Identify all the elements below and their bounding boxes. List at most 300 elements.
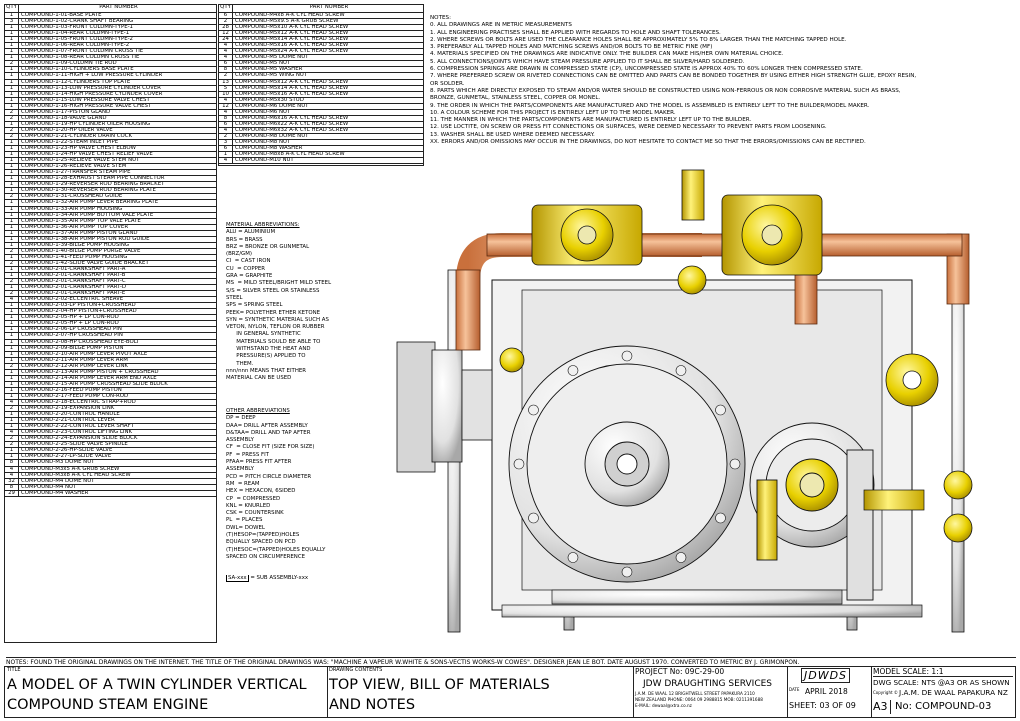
note-line: BRONZE, GUNMETAL, STAINLESS STEEL, COPPER OR MONEL. [430, 95, 601, 102]
company-name: JDW DRAUGHTING SERVICES [643, 679, 773, 689]
bom-part-number: COMPOUND-1-09-COLUMN TIE ROD [21, 61, 117, 67]
bom-qty: 6 [219, 13, 233, 18]
material-abbreviation-line: ALU = ALUMINIUM [226, 229, 276, 236]
note-line: NOTES: [430, 15, 451, 21]
qty-header: QTY [219, 5, 233, 12]
bom-part-number: COMPOUND-2-01-CRANKSHAFT PART-B [21, 273, 126, 279]
bom-part-number: COMPOUND-2-11-AIR PUMP LEVER ARM [21, 357, 128, 363]
bom-part-number: COMPOUND-1-07-FRONT COLUMN CROSS TIE [21, 49, 144, 55]
bom-part-number: COMPOUND-1-32-AIR PUMP LEVER BEARING PLATE [21, 200, 159, 206]
bom-qty: 1 [5, 376, 19, 381]
bom-qty: 2 [5, 442, 19, 447]
bom-qty: 2 [5, 249, 19, 254]
cover-bolt [568, 366, 578, 376]
note-line: 7. WHERE PREFERRED SCREW OR RIVETED CONNECTIONS CAN BE OMITTED AND PARTS CAN BE BONDED TOGETHER BY USING EITHER HIGH STRENGTH GLUE, EPOXY RESIN, [430, 73, 917, 80]
flywheel [397, 342, 492, 472]
bom-qty: 4 [5, 400, 19, 405]
note-line: 8. PARTS WHICH ARE DIRECTLY EXPOSED TO STEAM AND/OR WATER SHOULD BE CONSTRUCTED USING NON-FERROUS OR NON CORROSIVE MATERIAL SUCH AS BRASS, [430, 87, 901, 94]
other-abbreviation-line: DWL= DOWEL [226, 524, 265, 531]
other-abbreviation-line: CP = COMPRESSED [226, 495, 281, 502]
copyright-label: Copyright © [873, 690, 898, 695]
note-line: 6. COMPRESSION SPRINGS ARE DRAWN IN COMPRESSED STATE (CP), UNCOMPRESSED STATE IS APPROX 40% TO 60% LONGER THEN COMPRESSED STATE. [430, 66, 863, 73]
bom-part-number: COMPOUND-2-01-CRANKSHAFT PART-A [21, 266, 126, 272]
bom-part-number: COMPOUND-1-38-AIR PUMP PISTON ROD GUIDE [21, 236, 150, 242]
material-abbreviation-line: SPS = SPRING STEEL [226, 302, 283, 309]
bom-qty: 29 [5, 491, 19, 496]
bom-part-number: COMPOUND-M5x24 A-K CYL HEAD SCREW [235, 49, 349, 55]
material-abbreviation-line: PEEK= POLYETHER ETHER KETONE [226, 309, 321, 316]
bom-row [5, 491, 216, 497]
sheet-number: SHEET: 03 OF 09 [789, 701, 856, 710]
material-abbreviation-line: BRZ = BRONZE OR GUNMETAL [226, 243, 310, 250]
bom-qty: 1 [5, 448, 19, 453]
bom-qty: 1 [5, 327, 19, 332]
bom-part-number: COMPOUND-2-20-CONTROL HANDLE [21, 412, 120, 418]
project-number: PROJECT No: 09C-29-00 [635, 667, 725, 676]
model-scale: MODEL SCALE: 1:1 [873, 667, 1013, 677]
bom-qty: 12 [219, 31, 233, 36]
other-abbreviation-line: CSK = COUNTERSINK [226, 510, 284, 517]
other-abbreviation-line: DAA= DRILL AFTER ASSEMBLY [226, 422, 308, 429]
bom-qty: 1 [5, 273, 19, 278]
bom-qty: 1 [5, 309, 19, 314]
bom-part-number: COMPOUND-M6x16 A-K CYL HEAD SCREW [235, 115, 349, 121]
material-abbreviation-line: MATERIAL CAN BE USED [226, 375, 292, 382]
other-abbreviation-line: CF = CLOSE FIT (SIZE FOR SIZE) [226, 444, 315, 451]
jdwds-logo: JDWDS [801, 668, 850, 683]
bom-qty: 1 [5, 86, 19, 91]
bom-part-number: COMPOUND-1-15-LOW PRESSURE VALVE CHEST [21, 97, 150, 103]
bom-qty: 1 [5, 140, 19, 145]
material-abbreviation-line: VETON, NYLON, TEFLON OR RUBBER [226, 324, 325, 331]
bom-qty: 2 [5, 110, 19, 115]
engine-top-view-drawing [392, 150, 1014, 648]
company-address-1: J.A.M. DE WAAL 12 BRIGHTWELL STREET PAPAKURA 2110 [635, 691, 755, 696]
bom-part-number: COMPOUND-1-40-BILGE PUMP PURGE VALVE [21, 248, 141, 254]
bom-part-number: COMPOUND-1-14-HIGH PRESSURE CYLINDER COVER [21, 91, 163, 97]
bom-qty: 8 [5, 460, 19, 465]
bom-part-number: COMPOUND-2-18-ECCENTRIC STRAP+ROD [21, 400, 136, 405]
bom-header-row [5, 5, 216, 13]
bom-qty: 1 [5, 255, 19, 260]
other-abbreviation-line: ASSEMBLY [226, 437, 254, 444]
bom-qty: 1 [5, 219, 19, 224]
company-email: E-MAIL: dewaal@xtra.co.nz [635, 703, 692, 708]
bom-qty: 1 [5, 340, 19, 345]
contents-line-2: AND NOTES [329, 697, 416, 713]
bom-qty: 4 [219, 158, 233, 163]
bottom-note: NOTES: FOUND THE ORIGINAL DRAWINGS ON THE INTERNET. THE TITLE OF THE ORIGINAL DRAWINGS WAS: "MACHINE A VAPEUR W.WHITE & SONS-VECTIS WORKS-W COWES". DESIGNER JEAN LE BOT. DATE AUGUST 1970. CONVERTED TO METRIC BY J. GRIMONPON. [6, 657, 1016, 666]
cover-bolt [568, 553, 578, 563]
bom-qty: 1 [5, 321, 19, 326]
part-number-header: PART NUMBER [99, 5, 138, 10]
other-abbreviation-line: PL = PLACES [226, 517, 263, 524]
other-abbreviation-line: SPACED ON CIRCUMFERENCE [226, 553, 305, 560]
bom-part-number: COMPOUND-M5x12 A-K CYL HEAD SCREW [235, 79, 349, 85]
bom-part-number: COMPOUND-M5 DOME NUT [235, 55, 309, 61]
bom-part-number: COMPOUND-2-01-CRANKSHAFT PART-E [21, 291, 126, 297]
cover-bolt [716, 513, 726, 523]
bom-part-number: COMPOUND-M8 NUT [235, 139, 291, 145]
bom-part-number: COMPOUND-M5 WING NUT [235, 73, 308, 79]
bom-part-number: COMPOUND-M5x10 A-K CYL HEAD SCREW [235, 25, 349, 31]
bom-part-number: COMPOUND-2-22-CONTROL LEVER SHAFT [21, 424, 134, 430]
sub-assembly-text: = SUB ASSEMBLY-xxx [250, 575, 309, 581]
bom-header-row [219, 5, 423, 13]
bom-qty: 1 [5, 412, 19, 417]
other-abbreviations [226, 408, 396, 561]
title-label: TITLE [7, 667, 21, 673]
bom-part-number: COMPOUND-2-15-AIR PUMP CROSSHEAD SLIDE BLOCK [21, 381, 168, 387]
bom-qty: 8 [219, 67, 233, 72]
bom-qty: 32 [5, 479, 19, 484]
cover-bolt [514, 459, 524, 469]
bom-qty: 2 [5, 134, 19, 139]
material-abbreviation-line: MATERIALS SOULD BE ABLE TO [226, 338, 321, 345]
bom-part-number: COMPOUND-2-01-CRANKSHAFT PART-D [21, 285, 126, 291]
title-line-1: A MODEL OF A TWIN CYLINDER VERTICAL [7, 677, 307, 693]
other-abbreviation-line: D&TAA= DRILL AND TAP AFTER [226, 429, 311, 436]
bom-qty: 1 [5, 237, 19, 242]
cover-bolt [529, 513, 539, 523]
bom-qty: 3 [219, 140, 233, 145]
material-abbreviations [226, 222, 396, 383]
other-abbreviation-line: HEX = HEXACON, 6SIDED [226, 488, 296, 495]
bom-qty: 4 [219, 49, 233, 54]
bom-qty: 1 [5, 207, 19, 212]
bom-qty: 2 [5, 436, 19, 441]
bom-qty: 12 [219, 104, 233, 109]
bom-qty: 1 [5, 98, 19, 103]
bom-qty: 24 [219, 37, 233, 42]
other-abbreviation-line: (T)HESOC=(TAPPED)HOLES EQUALLY [226, 546, 326, 553]
date-section [787, 667, 872, 717]
bom-qty: 1 [5, 352, 19, 357]
bom-part-number: COMPOUND-1-33-AIR PUMP HOUSING [21, 206, 123, 212]
bom-qty: 4 [5, 297, 19, 302]
bom-qty: 2 [5, 61, 19, 66]
title-section [5, 667, 328, 717]
bom-qty: 1 [5, 49, 19, 54]
note-line: 13. WASHER SHALL BE USED WHERE DEEMED NECESSARY. [430, 131, 595, 138]
bom-qty: 1 [5, 243, 19, 248]
bom-part-number: COMPOUND-1-11-HIGH + LOW PRESSURE CYLINDER [21, 73, 163, 79]
bom-part-number: COMPOUND-M5x16 A-K CYL HEAD SCREW [235, 43, 349, 49]
note-line: 5. ALL CONNECTIONS/JOINTS WHICH HAVE STEAM PRESSURE APPLIED TO IT SHALL BE SILVER/HARD SOLDERED. [430, 58, 745, 65]
bom-part-number: COMPOUND-1-30-REVERSER ROD BEARING PLATE [21, 188, 156, 194]
bom-qty: 1 [5, 13, 19, 18]
bom-part-number: COMPOUND-1-26-RELIEVE VALVE STEM [21, 164, 127, 170]
bom-qty: 1 [5, 346, 19, 351]
bom-part-number: COMPOUND-1-06-REAR COLUMN-TYPE-2 [21, 43, 130, 49]
bom-qty: 5 [219, 86, 233, 91]
bom-part-number: COMPOUND-2-24-EXPANSION SLIDE BLOCK [21, 436, 138, 442]
bom-qty: 1 [5, 37, 19, 42]
bom-part-number: COMPOUND-1-23-HP VALVE CHEST ELBOW [21, 146, 136, 152]
bom-part-number: COMPOUND-2-10-AIR PUMP LEVER PIVOT AXLE [21, 351, 148, 357]
material-abbreviation-line: MS = MILD STEEL/BRIGHT MILD STEEL [226, 280, 332, 287]
bom-part-number: COMPOUND-1-28-EXHAUST STEAM PIPE CONNECTOR [21, 176, 165, 182]
bom-qty: 4 [219, 110, 233, 115]
bom-qty: 1 [5, 92, 19, 97]
bom-part-number: COMPOUND-2-14-AIR PUMP LEVER ARM END AXLE [21, 375, 157, 381]
bom-part-number: COMPOUND-1-18-VALVE GLAND [21, 115, 107, 121]
bom-qty: 2 [5, 194, 19, 199]
bom-qty: 4 [5, 467, 19, 472]
date-label: DATE [789, 687, 800, 692]
bom-part-number: COMPOUND-1-17-PISTON GLAND [21, 109, 111, 115]
company-section [633, 667, 788, 717]
bom-part-number: COMPOUND-M5x14 A-K CYL HEAD SCREW [235, 85, 349, 91]
bom-part-number: COMPOUND-M4 DOME NUT [21, 478, 95, 484]
cover-bolt [529, 405, 539, 415]
bom-part-number: COMPOUND-1-35-AIR PUMP TOP VALE PLATE [21, 218, 141, 224]
bom-qty: 10 [219, 92, 233, 97]
bom-part-number: COMPOUND-1-12-CYLINDERS TOP PLATE [21, 79, 131, 85]
bom-part-number: COMPOUND-1-39-BILGE PUMP HOUSING [21, 242, 130, 248]
note-line: 11. THE MANNER IN WHICH THE PARTS/COMPONENTS ARE MANUFACTURED IS ENTIRELY LEFT UP TO THE BUILDER. [430, 117, 752, 124]
bom-part-number: COMPOUND-M6 DOME NUT [235, 103, 309, 109]
bom-part-number: COMPOUND-1-31-CROSSHEAD GUIDE [21, 194, 123, 200]
bom-qty: 1 [5, 315, 19, 320]
bom-part-number: COMPOUND-1-42-SLIDE VALVE GUIDE BRACKET [21, 260, 149, 266]
bom-part-number: COMPOUND-2-08-HP CROSSHEAD EYE-BOLT [21, 339, 140, 345]
bom-qty: 2 [5, 116, 19, 121]
material-abbreviation-line: BRS = BRASS [226, 236, 263, 243]
bom-part-number: COMPOUND-M5 NUT [235, 61, 291, 67]
bom-qty: 1 [5, 285, 19, 290]
bom-part-number: COMPOUND-2-25-SLIDE VALVE SPINDLE [21, 442, 128, 448]
other-abbreviation-line: PFAA= PRESS FIT AFTER [226, 459, 292, 466]
bom-part-number: COMPOUND-1-21-CYLINDER DRAIN COCK [21, 133, 133, 139]
bom-qty: 1 [5, 182, 19, 187]
other-abbreviation-line: PF = PRESS FIT [226, 451, 269, 458]
bom-part-number: COMPOUND-2-01-CRANKSHAFT PART-C [21, 279, 126, 285]
bom-part-number: COMPOUND-2-04-HP PISTON+CROSSHEAD [21, 309, 137, 315]
bom-part-number: COMPOUND-M5x12 A-K CYL HEAD SCREW [235, 31, 349, 37]
cover-bolt [716, 405, 726, 415]
bom-qty: 4 [219, 128, 233, 133]
bom-qty: 1 [5, 170, 19, 175]
bom-part-number: COMPOUND-1-34-AIR PUMP BOTTOM VALE PLATE [21, 212, 154, 218]
bom-table-left [4, 4, 217, 643]
general-notes [430, 15, 1015, 146]
bom-qty: 2 [5, 406, 19, 411]
bom-qty: 1 [5, 188, 19, 193]
bom-qty: 1 [5, 382, 19, 387]
bom-part-number: COMPOUND-1-16-HIGH PRESSURE VALVE CHEST [21, 103, 152, 109]
bom-qty: 13 [219, 80, 233, 85]
bom-part-number: COMPOUND-2-21-CONTROL LEVER [21, 418, 115, 424]
lp-cylinder-cover [509, 346, 745, 582]
bom-qty: 1 [5, 370, 19, 375]
bom-part-number: COMPOUND-1-04-REAR COLUMN-TYPE-1 [21, 31, 130, 37]
bom-qty: 1 [5, 424, 19, 429]
bom-part-number: COMPOUND-1-08-REAR COLUMN CROSS TIE [21, 55, 140, 61]
other-abbreviation-line: ASSEMBLY [226, 466, 254, 473]
bom-part-number: COMPOUND-2-13-AIR PUMP PISTON + CROSSHEAD [21, 369, 159, 375]
bom-part-number: COMPOUND-M6x22 A-K CYL HEAD SCREW [235, 121, 349, 127]
bom-qty: 2 [5, 291, 19, 296]
other-abbreviation-line: RM = REAM [226, 480, 260, 487]
title-line-2: COMPOUND STEAM ENGINE [7, 697, 209, 713]
contents-section [327, 667, 634, 717]
part-number-header: PART NUMBER [309, 5, 349, 10]
other-abbreviation-line: DP = DEEP [226, 415, 256, 422]
bom-qty: 4 [219, 55, 233, 60]
bom-part-number: COMPOUND-1-13-LOW PRESSURE CYLINDER COVER [21, 85, 161, 91]
bom-part-number: COMPOUND-M8x8 A-K CYL HEAD SCREW [235, 152, 345, 158]
other-abbreviation-line: (T)HESOP=(TAPPED)HOLES [226, 532, 300, 539]
bom-part-number: COMPOUND-M4x8 A-K CYL HEAD SCREW [235, 13, 345, 18]
bom-qty: 4 [219, 98, 233, 103]
bom-qty: 6 [219, 61, 233, 66]
cover-bolt [622, 351, 632, 361]
other-abbreviation-line: OTHER ABBREVIATIONS [226, 408, 290, 414]
bom-part-number: COMPOUND-M8 DOME NUT [235, 133, 309, 139]
bom-qty: 6 [219, 146, 233, 151]
bom-part-number: COMPOUND-1-24-HP VALVE CHEST RELIEF VALVE [21, 152, 153, 158]
bom-qty: 1 [5, 388, 19, 393]
bom-qty: 6 [219, 122, 233, 127]
bom-qty: 4 [5, 430, 19, 435]
bom-part-number: COMPOUND-2-03-LP PISTON+CROSSHEAD [21, 303, 136, 309]
contents-label: DRAWING CONTENTS [329, 667, 383, 673]
bom-part-number: COMPOUND-2-05-HP + LP CON-ROD [21, 315, 119, 321]
bom-part-number: COMPOUND-2-23-CONTROL LIFTING LINK [21, 430, 133, 436]
sub-assembly-box: SA-xxx [228, 575, 247, 581]
bom-qty: 1 [5, 418, 19, 423]
bom-qty: 1 [5, 146, 19, 151]
bom-part-number: COMPOUND-M6 NUT [235, 109, 291, 115]
bom-part-number: COMPOUND-1-27-TRANSFER STEAM PIPE [21, 170, 131, 176]
title-block [4, 666, 1016, 718]
bom-qty: 1 [5, 394, 19, 399]
bom-qty: 1 [5, 25, 19, 30]
bom-part-number: COMPOUND-2-27-LP-SLIDE VALVE [21, 454, 112, 460]
bom-part-number: COMPOUND-2-06-LP CROSSHEAD PIN [21, 327, 122, 333]
bom-qty: 2 [5, 261, 19, 266]
bom-part-number: COMPOUND-1-10-CYLINDERS BASE PLATE [21, 67, 134, 73]
note-line: 12. USE LOCTITE, ON SCREW OR PRESS FIT CONNECTIONS OR SURFACES, WERE DEEMED NECESSARY TO PREVENT PARTS FROM LOOSENING. [430, 124, 827, 131]
bom-qty: 1 [5, 122, 19, 127]
bom-part-number: COMPOUND-2-02-ECCENTRIC SHEAVE [21, 297, 124, 303]
note-line: 1. ALL ENGINEERING PRACTISES SHALL BE APPLIED WITH REGARDS TO HOLE AND SHAFT TOLERANCES. [430, 29, 721, 36]
bom-qty: 4 [219, 43, 233, 48]
material-abbreviation-line: SYN = SYNTHETIC MATERIAL SUCH AS [226, 316, 329, 323]
bom-qty: 1 [5, 104, 19, 109]
material-abbreviation-line: CI = CAST IRON [226, 258, 271, 265]
bom-part-number: COMPOUND-2-16-FEED PUMP PISTON [21, 387, 122, 393]
bom-part-number: COMPOUND-M4 WASHER [21, 490, 89, 496]
bom-qty: 8 [219, 116, 233, 121]
bom-qty: 8 [5, 485, 19, 490]
bom-part-number: COMPOUND-1-01-BASE PLATE [21, 13, 102, 18]
bom-part-number: COMPOUND-1-05-FRONT COLUMN-TYPE-2 [21, 37, 133, 43]
bom-qty: 1 [5, 200, 19, 205]
bom-part-number: COMPOUND-1-03-FRONT COLUMN-TYPE-1 [21, 25, 133, 31]
bom-qty: 2 [5, 128, 19, 133]
bom-qty: 1 [5, 55, 19, 60]
bom-qty: 1 [5, 454, 19, 459]
bom-qty: 4 [5, 473, 19, 478]
bom-qty: 1 [5, 80, 19, 85]
bom-part-number: COMPOUND-M3x8 A-K CYL HEAD SCREW [21, 472, 131, 478]
material-abbreviation-line: THEM. [226, 360, 254, 367]
bom-part-number: COMPOUND-1-20-HP OILER VALVE [21, 127, 113, 133]
qty-header: QTY [5, 5, 19, 12]
bom-qty: 1 [5, 231, 19, 236]
drawing-number: No: COMPOUND-03 [895, 701, 992, 712]
bom-qty: 28 [219, 25, 233, 30]
bom-qty: 2 [5, 279, 19, 284]
bom-qty: 1 [5, 176, 19, 181]
bom-qty: 1 [219, 152, 233, 157]
bom-part-number: COMPOUND-1-29-REVERSER ROD BEARING BRACKET [21, 182, 165, 188]
bom-part-number: COMPOUND-2-17-FEED PUMP CON-ROD [21, 393, 129, 399]
material-abbreviation-line: CU = COPPER [226, 265, 266, 272]
bom-part-number: COMPOUND-M3 DOME NUT [21, 460, 95, 466]
note-line: 10. A COLOUR SCHEME FOR THIS PROJECT IS ENTIRELY LEFT UP TO THE MODEL MAKER. [430, 109, 676, 116]
bom-qty: 2 [219, 73, 233, 78]
bom-part-number: COMPOUND-2-07-HP CROSSHEAD PIN [21, 333, 123, 339]
bom-qty: 1 [5, 267, 19, 272]
note-line: 4. MATERIALS SPECIFIED ON THE DRAWINGS ARE INDICATIVE ONLY. THE BUILDER CAN MAKE HIS/HER OWN MATERIAL CHOICE. [430, 51, 784, 58]
bom-part-number: COMPOUND-M5x14 A-K CYL HEAD SCREW [235, 37, 349, 43]
note-line: 3. PREFERABLY ALL TAPPED HOLES AND MATCHING SCREWS AND/OR BOLTS TO BE METRIC FINE (MF) [430, 44, 713, 51]
bom-part-number: COMPOUND-M5x9.5 A-K GRUB SCREW [235, 19, 339, 25]
scale-section [871, 667, 1015, 717]
company-address-2: NEW ZEALAND PHONE: 0064 09 2988815 MOB: 0211391688 [635, 697, 763, 702]
bom-qty: 1 [5, 152, 19, 157]
other-abbreviation-line: EQUALLY SPACED ON PCD [226, 539, 296, 546]
bom-qty: 2 [5, 364, 19, 369]
note-line: XX. ERRORS AND/OR OMISSIONS MAY OCCUR IN THE DRAWINGS, DO NOT HESITATE TO CONTACT ME SO THAT THE ERRORS/OMISSIONS CAN BE RECTIFIED. [430, 139, 866, 146]
bom-part-number: COMPOUND-2-26-HP-SLIDE VALVE [21, 448, 113, 454]
cover-bolt [730, 459, 740, 469]
material-abbreviation-line: IN GENERAL SYNTHETIC [226, 331, 301, 338]
note-line: OR SOLDER. [430, 80, 465, 87]
bom-qty: 1 [5, 43, 19, 48]
bom-part-number: COMPOUND-1-37-AIR PUMP PISTON GLAND [21, 230, 138, 236]
bom-qty: 3 [5, 19, 19, 24]
bom-part-number: COMPOUND-M8 WASHER [235, 146, 303, 152]
date-value: APRIL 2018 [805, 687, 848, 696]
material-abbreviation-line: S/S = SILVER STEEL OR STAINLESS [226, 287, 320, 294]
bom-qty: 1 [5, 31, 19, 36]
material-abbreviation-line: GRA = GRAPHITE [226, 273, 273, 280]
material-abbreviation-line: MATERIAL ABBREVIATIONS: [226, 222, 300, 228]
bom-part-number: COMPOUND-1-36-AIR PUMP TOP COVER [21, 224, 129, 230]
sub-assembly-legend [226, 575, 308, 582]
bom-part-number: COMPOUND-1-19-HP CYLINDER OILER HOUSING [21, 121, 151, 127]
material-abbreviation-line: PRESSURE(S) APPLIED TO [226, 353, 306, 360]
bom-part-number: COMPOUND-2-12-AIR PUMP LEVER LINK [21, 363, 128, 369]
material-abbreviation-line: WITHSTAND THE HEAT AND [226, 346, 311, 353]
bom-part-number: COMPOUND-2-09-BILGE PUMP PISTON [21, 345, 124, 351]
material-abbreviation-line: STEEL [226, 294, 243, 301]
material-abbreviation-line: nnn/nnn MEANS THAT EITHER [226, 367, 307, 374]
bom-part-number: COMPOUND-1-02-CRANK SHAFT BEARING [21, 19, 134, 25]
bom-part-number: COMPOUND-2-19-EXPANSION LINK [21, 406, 115, 412]
cover-bolt [676, 553, 686, 563]
bom-part-number: COMPOUND-M4 NUT [21, 484, 77, 490]
bom-part-number: COMPOUND-M5 WASHER [235, 67, 303, 73]
bom-part-number: COMPOUND-1-41-FEED PUMP HOUSING [21, 254, 128, 260]
bom-part-number: COMPOUND-M3x5 A-K GRUB SCREW [21, 466, 120, 472]
bom-qty: 1 [5, 164, 19, 169]
bom-qty: 1 [5, 158, 19, 163]
